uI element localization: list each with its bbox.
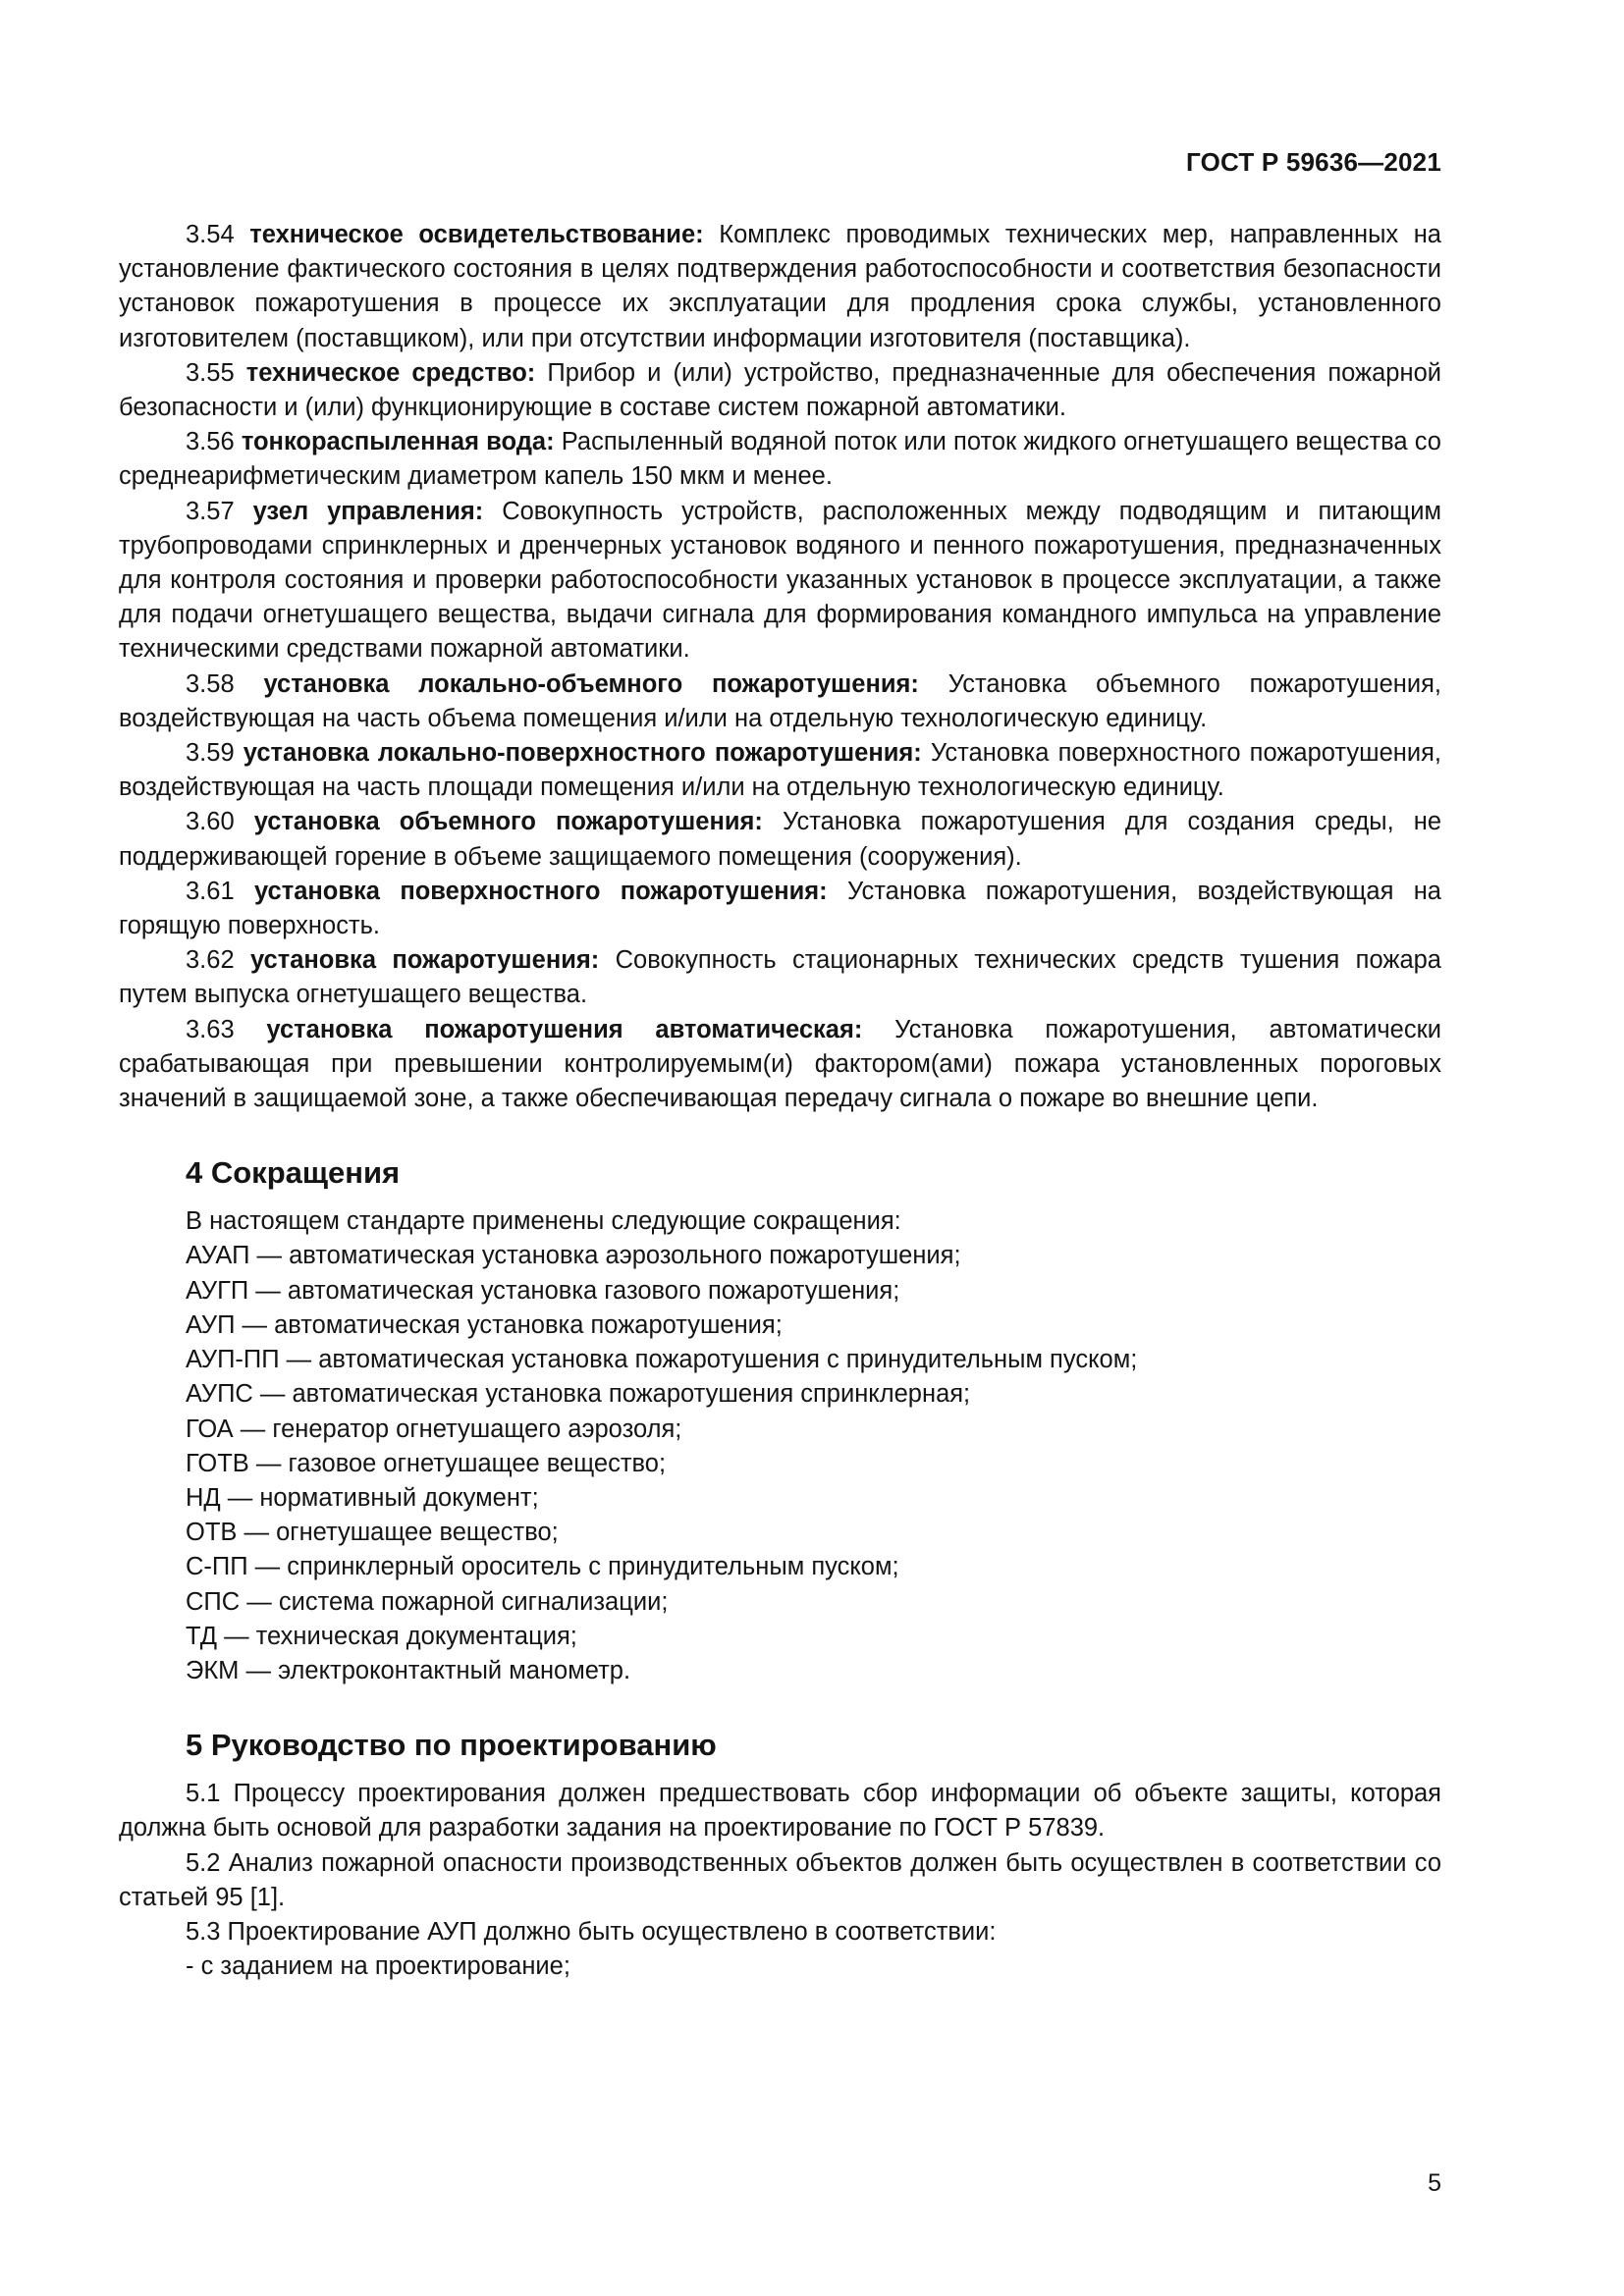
- term-number: 3.60: [186, 808, 235, 836]
- abbreviation-list: [186, 1204, 1441, 1688]
- abbreviation-item: С-ПП — спринклерный ороситель с принудительным пуском;: [186, 1553, 899, 1581]
- term-name: техническое средство:: [245, 358, 536, 387]
- page-body: [119, 218, 1441, 1984]
- abbreviation-item: НД — нормативный документ;: [186, 1483, 539, 1512]
- section-design-guidance: [119, 1726, 1441, 1984]
- term-definition: Комплекс проводимых технических мер, направленных на установление фактического состояния в целях подтверждения работоспособности и соответствия безопасности установок пожаротушения в процессе их эксплуатации для продления срока службы, установленного изготовителем (поставщиком), или при отсутствии информации изготовителя (поставщика).: [119, 221, 1441, 352]
- term-name: установка пожаротушения автоматическая:: [266, 1015, 863, 1043]
- term-entry: [119, 356, 1441, 425]
- term-definition: Распыленный водяной поток или поток жидкого огнетушащего вещества со среднеарифметическим диаметром капель 150 мкм и менее.: [119, 428, 1441, 491]
- term-definition: Совокупность устройств, расположенных между подводящим и питающим трубопроводами спринклерных и дренчерных установок водяного и пенного пожаротушения, предназначенных для контроля состояния и проверки работоспособности указанных установок в процессе эксплуатации, а также для подачи огнетушащего вещества, выдачи сигнала для формирования командного импульса на управление техническими средствами пожарной автоматики.: [119, 497, 1441, 664]
- abbreviation-item: АУАП — автоматическая установка аэрозольного пожаротушения;: [186, 1242, 961, 1270]
- term-entry: [119, 805, 1441, 874]
- term-definition: Совокупность стационарных технических средств тушения пожара путем выпуска огнетушащего вещества.: [119, 946, 1441, 1009]
- abbreviation-intro: В настоящем стандарте применены следующие сокращения:: [186, 1207, 901, 1236]
- term-number: 3.63: [186, 1015, 235, 1043]
- section-abbreviations: [119, 1153, 1441, 1688]
- abbreviation-item: ГОА — генератор огнетушащего аэрозоля;: [186, 1415, 682, 1443]
- abbreviation-item: ГОТВ — газовое огнетушащее вещество;: [186, 1449, 667, 1477]
- abbreviation-item: ТД — техническая документация;: [186, 1622, 577, 1650]
- term-number: 3.57: [186, 497, 235, 525]
- term-name: тонкораспыленная вода:: [241, 428, 555, 456]
- term-definition: Установка пожаротушения для создания среды, не поддерживающей горение в объеме защищаемого помещения (сооружения).: [119, 808, 1442, 871]
- paragraph: 5.1 Процессу проектирования должен предшествовать сбор информации об объекте защиты, которая должна быть основой для разработки задания на проектирование по ГОСТ Р 57839.: [119, 1780, 1441, 1842]
- section-heading: 4 Сокращения: [186, 1155, 401, 1191]
- term-definition: Установка пожаротушения, автоматически срабатывающая при превышении контролируемым(и) фактором(ами) пожара установленных пороговых значений в защищаемой зоне, а также обеспечивающая передачу сигнала о пожаре во внешние цепи.: [119, 1015, 1441, 1113]
- abbreviation-item: АУП — автоматическая установка пожаротушения;: [186, 1310, 783, 1339]
- term-name: узел управления:: [252, 497, 484, 525]
- term-number: 3.56: [186, 428, 235, 456]
- paragraph: 5.2 Анализ пожарной опасности производственных объектов должен быть осуществлен в соответствии со статьей 95 [1].: [119, 1848, 1441, 1911]
- abbreviation-item: ЭКМ — электроконтактный манометр.: [186, 1656, 631, 1684]
- term-entry: [119, 425, 1441, 494]
- term-entry: [119, 943, 1441, 1012]
- term-number: 3.61: [186, 877, 235, 905]
- document-id-header: ГОСТ Р 59636—2021: [1186, 147, 1441, 177]
- term-name: техническое освидетельствование:: [249, 221, 704, 248]
- term-entry: [119, 218, 1441, 356]
- term-number: 3.55: [186, 358, 235, 387]
- section-heading: 5 Руководство по проектированию: [186, 1728, 717, 1763]
- term-name: установка объемного пожаротушения:: [253, 808, 763, 836]
- term-entry: [119, 667, 1441, 736]
- term-entry: [119, 1013, 1441, 1117]
- page-number: 5: [1428, 2169, 1441, 2197]
- abbreviation-item: АУПС — автоматическая установка пожаротушения спринклерная;: [186, 1380, 971, 1409]
- term-entry: [119, 736, 1441, 805]
- term-number: 3.59: [186, 739, 235, 768]
- term-entry: [119, 875, 1441, 943]
- abbreviation-item: АУГП — автоматическая установка газового пожаротушения;: [186, 1276, 900, 1305]
- term-name: установка пожаротушения:: [250, 946, 600, 975]
- term-name: установка локально-поверхностного пожаротушения:: [243, 739, 922, 768]
- terms-list: [119, 218, 1441, 1116]
- bullet-item: - с заданием на проектирование;: [186, 1952, 570, 1981]
- abbreviation-item: АУП-ПП — автоматическая установка пожаротушения с принудительным пуском;: [186, 1346, 1138, 1374]
- term-name: установка локально-объемного пожаротушения:: [263, 669, 919, 698]
- term-definition: Установка объемного пожаротушения, воздействующая на часть объема помещения и/или на отдельную технологическую единицу.: [119, 669, 1442, 732]
- term-definition: Установка пожаротушения, воздействующая на горящую поверхность.: [119, 877, 1441, 940]
- term-number: 3.62: [186, 946, 235, 975]
- term-number: 3.58: [186, 669, 235, 698]
- term-definition: Установка поверхностного пожаротушения, воздействующая на часть площади помещения и/или на отдельную технологическую единицу.: [119, 739, 1441, 802]
- term-entry: [119, 495, 1441, 667]
- term-definition: Прибор и (или) устройство, предназначенные для обеспечения пожарной безопасности и (или) функционирующие в составе систем пожарной автоматики.: [119, 358, 1441, 422]
- abbreviation-item: ОТВ — огнетушащее вещество;: [186, 1519, 559, 1547]
- abbreviation-item: СПС — система пожарной сигнализации;: [186, 1587, 669, 1616]
- term-number: 3.54: [186, 221, 235, 248]
- term-name: установка поверхностного пожаротушения:: [253, 877, 828, 905]
- paragraph: 5.3 Проектирование АУП должно быть осуществлено в соответствии:: [186, 1917, 997, 1946]
